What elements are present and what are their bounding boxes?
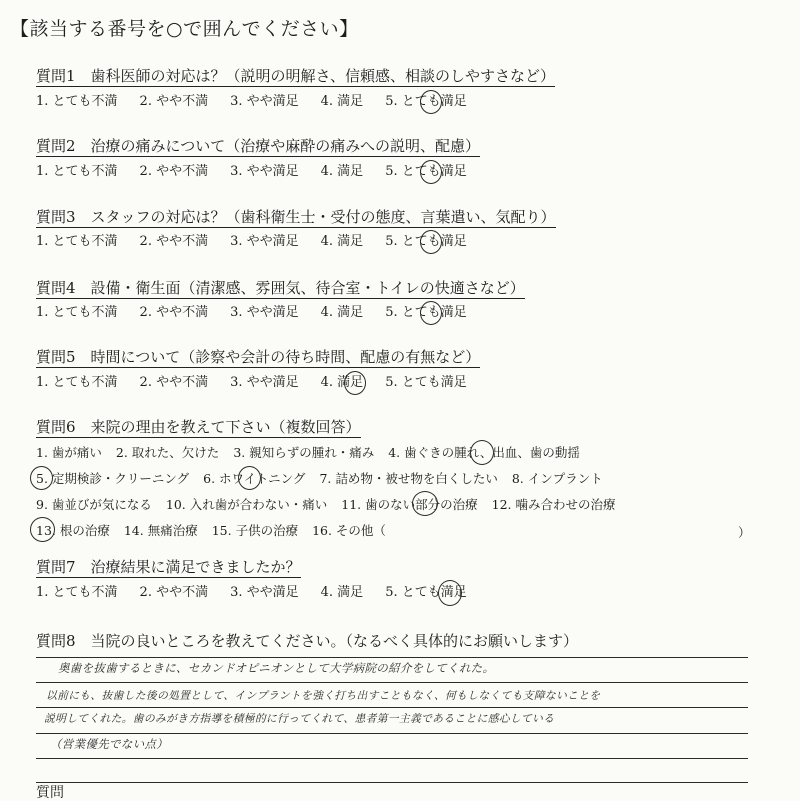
- q2-option-3[interactable]: 3. やや満足: [230, 164, 299, 179]
- q6-option-16[interactable]: 16. その他（: [312, 523, 386, 538]
- q1-option-1[interactable]: 1. とても不満: [36, 94, 118, 109]
- q1-option-5[interactable]: 5. とても満足: [385, 94, 467, 109]
- handwritten-answer-line-4: （営業優先でない点）: [50, 737, 168, 751]
- q4-option-2[interactable]: 2. やや不満: [139, 305, 209, 320]
- q6-circle-4: [470, 440, 494, 465]
- answer-line-2: [36, 682, 748, 683]
- q6-option-11[interactable]: 11. 歯のない部分の治療: [341, 497, 478, 512]
- q6-row-2: [36, 471, 603, 487]
- q7-option-4[interactable]: 4. 満足: [320, 585, 364, 600]
- q2-option-4[interactable]: 4. 満足: [320, 164, 364, 179]
- answer-line-5: [36, 758, 748, 759]
- answer-line-1: [36, 657, 748, 658]
- question-1-title: 質問1 歯科医師の対応は？（説明の明解さ、信頼感、相談のしやすさなど）: [36, 67, 555, 85]
- q6-option-6[interactable]: 6. ホワイトニング: [203, 471, 306, 486]
- q6-option-1[interactable]: 1. 歯が痛い: [36, 445, 102, 460]
- q7-selection-circle: [438, 580, 462, 606]
- q6-option-4[interactable]: 4. 歯ぐきの腫れ、出血、歯の動揺: [388, 445, 580, 460]
- q7-option-1[interactable]: 1. とても不満: [36, 585, 118, 600]
- q5-option-2[interactable]: 2. やや不満: [139, 375, 209, 390]
- q4-option-4[interactable]: 4. 満足: [320, 305, 364, 320]
- q5-option-4[interactable]: 4. 満足: [320, 375, 364, 390]
- q3-option-5[interactable]: 5. とても満足: [385, 234, 467, 249]
- q6-option-5[interactable]: 5. 定期検診・クリーニング: [36, 471, 190, 486]
- q6-row-3: [36, 497, 615, 513]
- q6-circle-6: [238, 466, 261, 490]
- q6-circle-13: [30, 517, 55, 542]
- q7-option-2[interactable]: 2. やや不満: [139, 585, 209, 600]
- q2-option-5[interactable]: 5. とても満足: [385, 164, 467, 179]
- q4-option-1[interactable]: 1. とても不満: [36, 305, 118, 320]
- q1-option-2[interactable]: 2. やや不満: [139, 94, 209, 109]
- handwritten-answer-line-1: 奥歯を抜歯するときに、セカンドオピニオンとして大学病院の紹介をしてくれた。: [58, 661, 495, 675]
- question-6-title: 質問6 来院の理由を教えて下さい（複数回答）: [36, 418, 361, 436]
- q6-row-1: [36, 445, 580, 461]
- q6-other-close-paren: ）: [738, 525, 751, 540]
- question-4-title: 質問4 設備・衛生面（清潔感、雰囲気、待合室・トイレの快適さなど）: [36, 279, 525, 297]
- q1-option-3[interactable]: 3. やや満足: [230, 94, 299, 109]
- q6-option-8[interactable]: 8. インプラント: [511, 471, 603, 486]
- answer-line-3: [36, 707, 748, 708]
- q6-option-2[interactable]: 2. 取れた、欠けた: [115, 445, 220, 460]
- q7-option-3[interactable]: 3. やや満足: [230, 585, 299, 600]
- q1-selection-circle: [420, 90, 442, 114]
- q3-option-4[interactable]: 4. 満足: [320, 234, 364, 249]
- q3-option-2[interactable]: 2. やや不満: [139, 234, 209, 249]
- q6-circle-11: [412, 491, 438, 516]
- q2-selection-circle: [420, 160, 442, 184]
- instruction-heading: 【該当する番号を○で囲んでください】: [10, 18, 359, 40]
- question-7-title: 質問7 治療結果に満足できましたか？: [36, 558, 301, 576]
- q3-option-3[interactable]: 3. やや満足: [230, 234, 299, 249]
- q5-option-3[interactable]: 3. やや満足: [230, 375, 299, 390]
- question-8-title: 質問8 当院の良いところを教えてください。（なるべく具体的にお願いします）: [36, 632, 579, 650]
- q4-option-5[interactable]: 5. とても満足: [385, 305, 467, 320]
- q6-option-14[interactable]: 14. 無痛治療: [123, 523, 198, 538]
- q6-option-15[interactable]: 15. 子供の治療: [211, 523, 299, 538]
- q5-selection-circle: [344, 371, 366, 395]
- q6-option-12[interactable]: 12. 噛み合わせの治療: [491, 497, 616, 512]
- question-2-title: 質問2 治療の痛みについて（治療や麻酔の痛みへの説明、配慮）: [36, 137, 480, 155]
- q2-option-2[interactable]: 2. やや不満: [139, 164, 209, 179]
- q6-option-13[interactable]: 13. 根の治療: [36, 523, 110, 538]
- q1-option-4[interactable]: 4. 満足: [320, 94, 364, 109]
- q5-option-1[interactable]: 1. とても不満: [36, 375, 118, 390]
- next-question-partial: 質問: [36, 785, 64, 801]
- answer-line-6: [36, 782, 748, 783]
- handwritten-answer-line-2: 以前にも、抜歯した後の処置として、インプラントを強く打ち出すこともなく、何もしなくても支障ないことを: [46, 689, 601, 702]
- question-5-title: 質問5 時間について（診察や会計の待ち時間、配慮の有無など）: [36, 348, 481, 366]
- q4-option-3[interactable]: 3. やや満足: [230, 305, 299, 320]
- q2-option-1[interactable]: 1. とても不満: [36, 164, 118, 179]
- q6-option-7[interactable]: 7. 詰め物・被せ物を白くしたい: [319, 471, 498, 486]
- handwritten-answer-line-3: 説明してくれた。歯のみがき方指導を積極的に行ってくれて、患者第一主義であることに感心している: [44, 712, 555, 725]
- q6-option-3[interactable]: 3. 親知らずの腫れ・痛み: [233, 445, 375, 460]
- question-7-options: [36, 585, 489, 601]
- q6-circle-5: [30, 466, 53, 490]
- q6-option-10[interactable]: 10. 入れ歯が合わない・痛い: [165, 497, 328, 512]
- q6-option-9[interactable]: 9. 歯並びが気になる: [36, 497, 152, 512]
- q5-option-5[interactable]: 5. とても満足: [385, 375, 467, 390]
- answer-line-4: [36, 733, 748, 734]
- question-3-title: 質問3 スタッフの対応は？（歯科衛生士・受付の態度、言葉遣い、気配り）: [36, 208, 556, 226]
- q7-option-5[interactable]: 5. とても満足: [385, 585, 467, 600]
- q6-row-4: [36, 523, 386, 539]
- question-5-options: [36, 375, 489, 391]
- q3-option-1[interactable]: 1. とても不満: [36, 234, 118, 249]
- q3-selection-circle: [420, 230, 442, 254]
- q4-selection-circle: [420, 301, 442, 325]
